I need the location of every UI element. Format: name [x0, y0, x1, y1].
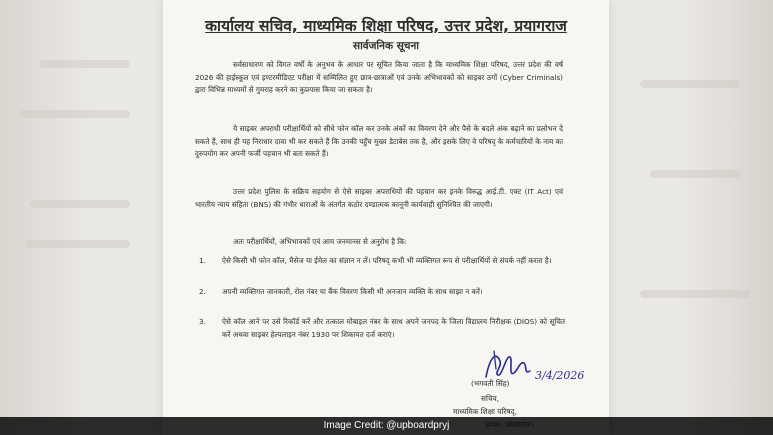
item-number: 3. [199, 317, 206, 326]
document-subtitle: सार्वजनिक सूचना [352, 40, 420, 52]
background-blur-line [640, 80, 740, 88]
signatory-office: माध्यमिक शिक्षा परिषद्, [453, 407, 517, 416]
request-intro: अतः परीक्षार्थियों, अभिभावकों एवं आम जनमानस से अनुरोध है कि: [233, 237, 408, 246]
request-item-3 [199, 316, 565, 341]
background-blur-line [25, 240, 130, 248]
notice-paragraph-3: उत्तर प्रदेश पुलिस के सक्रिय सहयोग से ऐसे साइबर अपराधियों की पहचान कर इनके विरुद्ध आई.टी. एक्ट (IT Act) एवं भारतीय न्याय संहिता (BNS) की गंभीर धाराओं के अंतर्गत कठोर दण्डात्मक कानूनी कार्यवाही सुनिश्चित की जाएगी। [195, 187, 563, 209]
item-text: अपनी व्यक्तिगत जानकारी, रोल नंबर या बैंक विवरण किसी भी अनजान व्यक्ति के साथ साझा न करें। [222, 287, 483, 296]
notice-paragraph-1: सर्वसाधारण को विगत वर्षों के अनुभव के आधार पर सूचित किया जाता है कि माध्यमिक शिक्षा परिषद, उत्तर प्रदेश की वर्ष 2026 की हाईस्कूल एवं इण्टरमीडिएट परीक्षा में सम्मिलित हुए छात्र-छात्राओं एवं उनके अभिभावकों को साइबर ठगों (Cyber Criminals) द्वारा विभिन्न माध्यमों से गुमराह करने का कुप्रयास किया जा सकता है। [195, 60, 563, 94]
notice-document [163, 0, 609, 435]
background-blur-line [640, 290, 750, 298]
request-item-2 [199, 286, 565, 299]
item-text: ऐसे किसी भी फोन कॉल, मैसेज या ईमेल का संज्ञान न लें। परिषद् कभी भी व्यक्तिगत रूप से परीक्षार्थियों से संपर्क नहीं करता है। [222, 256, 552, 265]
document-title: कार्यालय सचिव, माध्यमिक शिक्षा परिषद, उत्तर प्रदेश, प्रयागराज [205, 17, 567, 35]
background-blur-line [650, 170, 740, 178]
signature-date: 3/4/2026 [535, 369, 585, 382]
notice-paragraph-2: ये साइबर अपराधी परीक्षार्थियों को सीधे फोन कॉल कर उनके अंकों का विवरण देने और पैसे के बदले अंक बढ़ाने का प्रलोभन दे सकते हैं, साथ ही यह निराधार दावा भी कर सकते हैं कि उनकी पहुँच मुख्य डेटाबेस तक है, और इसके लिए वे परिषद् के कर्मचारियों के नाम का दुरुपयोग कर अपनी फर्जी पहचान भी बता सकते हैं। [195, 124, 563, 158]
request-item-1 [199, 255, 565, 268]
signatory-post: सचिव, [481, 394, 500, 403]
signatory-name: (भगवती सिंह) [471, 379, 510, 388]
item-text: ऐसे कॉल आने पर उसे रिकॉर्ड करें और तत्काल मोबाइल नंबर के साथ अपने जनपद के जिला विद्यालय निरीक्षक (DIOS) को सूचित करें अथवा साइबर हेल्पलाइन नंबर 1930 पर शिकायत दर्ज कराएं। [222, 317, 565, 339]
background-blur-line [20, 110, 130, 118]
item-number: 1. [199, 256, 206, 265]
item-number: 2. [199, 287, 206, 296]
image-credit-bar: Image Credit: @upboardpryj [0, 417, 773, 435]
background-blur-line [40, 60, 130, 68]
background-blur-line [30, 200, 130, 208]
